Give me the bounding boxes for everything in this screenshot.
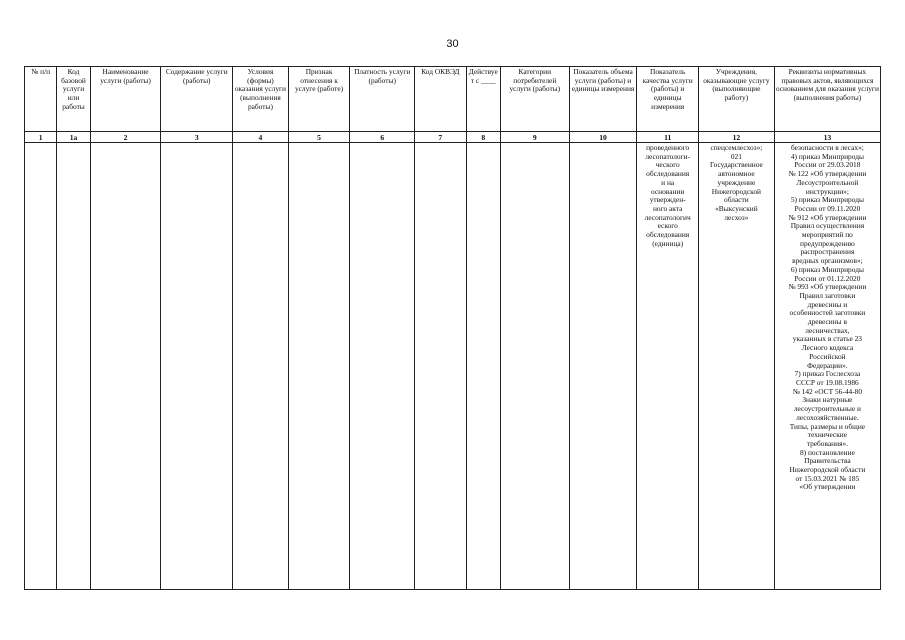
header-row (25, 67, 881, 132)
cell-text-line: указанных в статье 23 (792, 334, 862, 344)
column-number: 12 (699, 132, 775, 143)
cell-text-line: особенностей заготовки (789, 308, 866, 318)
cell-text-line: Российской (809, 351, 846, 361)
header-cell: № п/п (25, 67, 57, 132)
cell-text-line: от 15.03.2021 № 185 (795, 473, 860, 483)
cell-text-line: Знаки натурные (802, 395, 853, 405)
cell-text-line: № 142 «ОСТ 56-44-80 (792, 386, 863, 396)
cell-text-line: «Выксунский (715, 203, 758, 213)
cell-text-line: ческого (655, 160, 680, 170)
cell-text-line: Государственное (709, 160, 763, 170)
cell-text-line: СССР от 19.08.1986 (796, 377, 859, 387)
column-number: 2 (90, 132, 161, 143)
header-cell: Реквизиты нормативных правовых актов, являющихся основанием для оказания услуги (выполнения работы) (774, 67, 880, 132)
cell-text-line: древесины и (807, 299, 848, 309)
cell-text-line: еского (657, 221, 678, 231)
header-cell: Учреждения, оказывающие услугу (выполняющие работу) (699, 67, 775, 132)
header-cell: Наименование услуги (работы) (90, 67, 161, 132)
cell-text-line: автономное (718, 169, 755, 179)
cell-text-line: Типы, размеры и общие (789, 421, 866, 431)
cell-text-line: «Об утверждении (799, 482, 856, 492)
cell-text-line: Федерации». (807, 360, 848, 370)
header-cell: Код базовой услуги или работы (57, 67, 90, 132)
cell-text-line: 8) постановление (799, 447, 855, 457)
cell-text-line: и на (661, 177, 675, 187)
cell-text-line: требования». (806, 438, 849, 448)
cell-col-5 (288, 143, 350, 590)
cell-text-line: № 993 «Об утверждении (788, 282, 867, 292)
column-number: 7 (415, 132, 467, 143)
cell-text-line: основании (651, 186, 685, 196)
cell-text-line: лесохозяйственные. (796, 412, 859, 422)
cell-text-line: № 122 «Об утверждении (788, 169, 867, 179)
header-cell: Признак отнесения к услуге (работе) (288, 67, 350, 132)
cell-text-line: лесоустроительные и (793, 404, 861, 414)
institutions-cell (699, 143, 775, 590)
column-number: 10 (569, 132, 637, 143)
cell-text-line: 7) приказ Гослесхоза (794, 369, 861, 379)
cell-col-1a (57, 143, 90, 590)
cell-col-1 (25, 143, 57, 590)
cell-text-line: ного акта (652, 203, 683, 213)
header-cell: Показатель объема услуги (работы) и единицы измерения (569, 67, 637, 132)
cell-text-line: (единица) (652, 238, 684, 248)
cell-text-line: области (724, 195, 749, 205)
cell-text-line: Лесоустроительной (796, 177, 859, 187)
cell-text-line: России от 09.11.2020 (794, 203, 861, 213)
cell-text-line: 6) приказ Минприроды (790, 264, 864, 274)
cell-text-line: 5) приказ Минприроды (790, 195, 864, 205)
cell-text-line: России от 01.12.2020 (794, 273, 861, 283)
header-cell: Код ОКВЭД (415, 67, 467, 132)
column-number: 8 (466, 132, 500, 143)
cell-col-7 (415, 143, 467, 590)
cell-text-line: безопасности в лесах»; (790, 143, 864, 152)
header-cell: Действует с ____ (466, 67, 500, 132)
cell-text-line: технические (807, 430, 848, 440)
column-number: 3 (161, 132, 233, 143)
column-number: 9 (500, 132, 569, 143)
cell-text-line: мероприятий по (801, 230, 853, 240)
cell-text-line: обследования (646, 169, 690, 179)
cell-text-line: № 912 «Об утверждении (788, 212, 867, 222)
header-cell: Условия (формы) оказания услуги (выполнения работы) (233, 67, 289, 132)
cell-text-line: Лесного кодекса (801, 343, 854, 353)
column-number-row (25, 132, 881, 143)
cell-text-line: лесопатологи- (645, 151, 691, 161)
column-number: 1а (57, 132, 90, 143)
column-number: 5 (288, 132, 350, 143)
cell-text-line: Правил заготовки (799, 290, 856, 300)
column-number: 13 (774, 132, 880, 143)
column-number: 6 (350, 132, 415, 143)
services-registry-table (24, 66, 881, 590)
cell-col-9 (500, 143, 569, 590)
cell-col-10 (569, 143, 637, 590)
column-number: 1 (25, 132, 57, 143)
header-cell: Платность услуги (работы) (350, 67, 415, 132)
legal-acts-cell (774, 143, 880, 590)
cell-text-line: инструкции»; (805, 186, 849, 196)
cell-text-line: распространения (800, 247, 855, 257)
cell-text-line: утвержден- (649, 195, 686, 205)
cell-text-line: лесхоз» (724, 212, 749, 222)
column-number: 11 (637, 132, 699, 143)
cell-text-line: Правил осуществления (790, 221, 865, 231)
cell-text-line: учреждение (717, 177, 756, 187)
cell-text-line: предупреждению (799, 238, 855, 248)
cell-text-line: древесины в (807, 317, 847, 327)
cell-text-line: вредных организмов»; (792, 256, 863, 266)
table-row (25, 143, 881, 590)
cell-text-line: 021 (730, 151, 742, 161)
cell-col-8 (466, 143, 500, 590)
cell-text-line: спецсемлесхоз»; (710, 143, 763, 152)
header-cell: Категории потребителей услуги (работы) (500, 67, 569, 132)
cell-col-6 (350, 143, 415, 590)
cell-text-line: 4) приказ Минприроды (790, 151, 864, 161)
cell-col-4 (233, 143, 289, 590)
cell-col-2 (90, 143, 161, 590)
cell-text-line: лесопатологич (644, 212, 691, 222)
cell-text-line: лесничествах, (805, 325, 850, 335)
cell-col-3 (161, 143, 233, 590)
cell-text-line: России от 29.03.2018 (794, 160, 861, 170)
page-number: 30 (446, 38, 459, 50)
cell-text-line: проведенного (646, 143, 690, 152)
column-number: 4 (233, 132, 289, 143)
cell-text-line: обследования (646, 230, 690, 240)
cell-text-line: Правительства (804, 456, 851, 466)
quality-indicator-cell (637, 143, 699, 590)
cell-text-line: Нижегородской области (789, 465, 866, 475)
header-cell: Показатель качества услуги (работы) и единицы измерения (637, 67, 699, 132)
cell-text-line: Нижегородской (711, 186, 761, 196)
header-cell: Содержание услуги (работы) (161, 67, 233, 132)
